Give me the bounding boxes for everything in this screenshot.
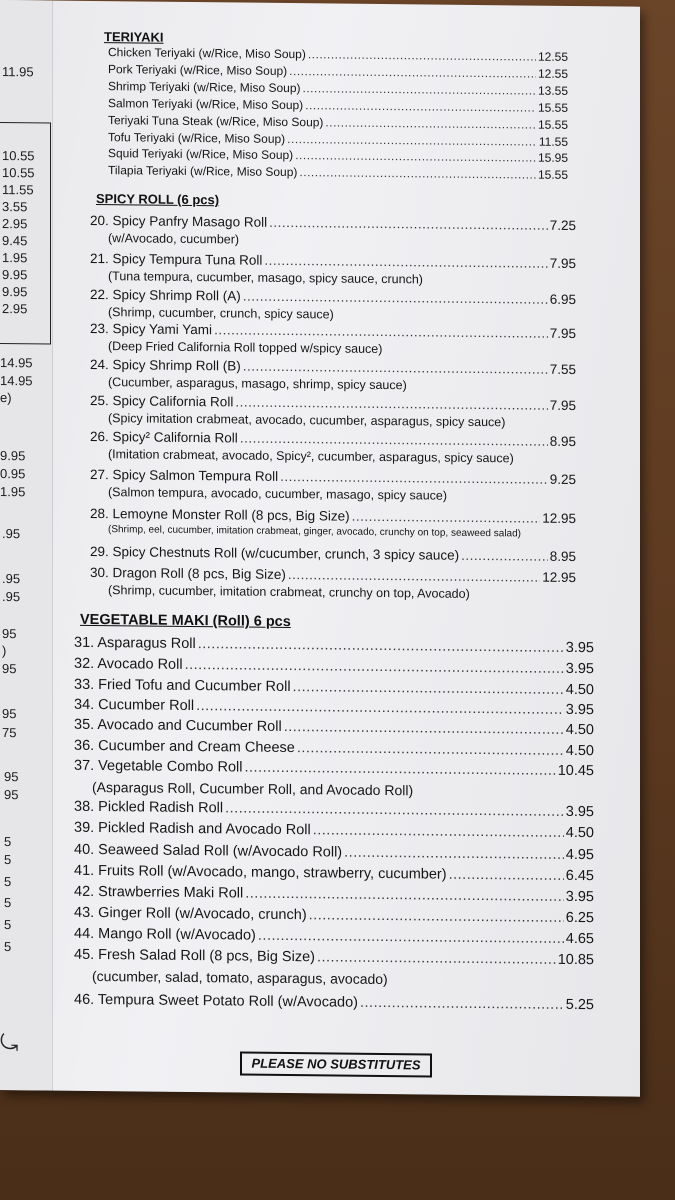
left-menu-page-edge bbox=[0, 0, 53, 1091]
dot-leader bbox=[344, 845, 564, 863]
menu-item-price: 7.25 bbox=[549, 217, 576, 234]
dot-leader bbox=[293, 679, 564, 698]
dot-leader bbox=[235, 394, 547, 412]
spicy-roll-heading: SPICY ROLL (6 pcs) bbox=[96, 191, 220, 208]
menu-item-name: 44. Mango Roll (w/Avocado) bbox=[74, 925, 256, 944]
menu-item-row bbox=[74, 926, 594, 947]
left-page-price: 5 bbox=[4, 939, 12, 955]
left-page-price: .95 bbox=[2, 589, 21, 605]
menu-item-row bbox=[74, 905, 594, 926]
menu-item-name: Teriyaki Tuna Steak (w/Rice, Miso Soup) bbox=[108, 112, 324, 129]
menu-item-price: 4.95 bbox=[565, 846, 594, 864]
dot-leader bbox=[303, 81, 536, 97]
menu-item-price: 6.95 bbox=[549, 291, 576, 308]
left-page-price: 9.95 bbox=[2, 284, 28, 300]
menu-item-description: (Cucumber, asparagus, masago, shrimp, spicy sauce) bbox=[108, 375, 407, 393]
menu-item-description: (cucumber, salad, tomato, asparagus, avocado) bbox=[92, 967, 388, 988]
left-page-price: 95 bbox=[4, 787, 19, 803]
menu-item-name: 28. Lemoyne Monster Roll (8 pcs, Big Size) bbox=[90, 505, 350, 524]
menu-item-price: 10.45 bbox=[557, 762, 594, 780]
left-page-price: 95 bbox=[2, 626, 17, 642]
dot-leader bbox=[313, 822, 564, 841]
menu-item-name: 31. Asparagus Roll bbox=[74, 634, 196, 653]
menu-item-row bbox=[74, 758, 594, 779]
menu-item-price: 8.95 bbox=[549, 548, 576, 565]
no-substitutes-notice: PLEASE NO SUBSTITUTES bbox=[240, 1052, 432, 1078]
left-page-price: 95 bbox=[2, 706, 17, 722]
menu-item-name: Squid Teriyaki (w/Rice, Miso Soup) bbox=[108, 146, 294, 163]
menu-item-row bbox=[108, 163, 568, 182]
dot-leader bbox=[243, 359, 548, 377]
dot-leader bbox=[289, 64, 536, 81]
menu-item-price: 7.95 bbox=[549, 325, 576, 342]
dot-leader bbox=[244, 760, 555, 779]
menu-item-row bbox=[90, 213, 576, 233]
menu-item-name: 25. Spicy California Roll bbox=[90, 392, 234, 410]
menu-item-price: 15.55 bbox=[537, 100, 568, 115]
left-page-price: 5 bbox=[4, 852, 12, 868]
menu-item-row bbox=[74, 992, 594, 1013]
swirl-mark: ⤿ bbox=[0, 1030, 19, 1056]
dot-leader bbox=[309, 907, 564, 926]
left-page-price: 1.95 bbox=[0, 484, 26, 500]
menu-item-row bbox=[108, 45, 568, 64]
menu-item-row bbox=[74, 863, 594, 884]
menu-item-row bbox=[90, 321, 576, 341]
menu-item-name: 37. Vegetable Combo Roll bbox=[74, 757, 243, 776]
left-page-prices bbox=[0, 0, 52, 955]
menu-item-row bbox=[90, 357, 576, 377]
menu-item-description: (Spicy imitation crabmeat, avocado, cucumber, asparagus, spicy sauce) bbox=[108, 411, 506, 430]
menu-item-name: 42. Strawberries Maki Roll bbox=[74, 883, 244, 902]
left-page-price: 0.95 bbox=[0, 466, 26, 482]
menu-item-row bbox=[90, 544, 576, 564]
menu-item-description: (Deep Fried California Roll topped w/spicy sauce) bbox=[108, 339, 383, 357]
left-page-price: 95 bbox=[2, 661, 17, 677]
menu-item-price: 4.50 bbox=[565, 721, 594, 739]
menu-item-description: (Shrimp, cucumber, imitation crabmeat, crunchy on top, Avocado) bbox=[108, 583, 470, 601]
menu-item-price: 12.55 bbox=[537, 49, 568, 64]
menu-item-name: 33. Fried Tofu and Cucumber Roll bbox=[74, 676, 291, 696]
dot-leader bbox=[264, 253, 547, 271]
left-page-price: 5 bbox=[4, 895, 12, 911]
menu-item-description: (Shrimp, cucumber, crunch, spicy sauce) bbox=[108, 305, 334, 322]
dot-leader bbox=[245, 886, 564, 905]
menu-item-row bbox=[74, 947, 594, 968]
left-page-price: 75 bbox=[2, 725, 17, 741]
menu-item-name: 45. Fresh Salad Roll (8 pcs, Big Size) bbox=[74, 946, 315, 966]
menu-item-name: 40. Seaweed Salad Roll (w/Avocado Roll) bbox=[74, 841, 343, 861]
menu-item-name: Tofu Teriyaki (w/Rice, Miso Soup) bbox=[108, 129, 286, 146]
menu-item-description: (Asparagus Roll, Cucumber Roll, and Avocado Roll) bbox=[92, 778, 414, 799]
menu-item-name: 36. Cucumber and Cream Cheese bbox=[74, 737, 295, 757]
menu-item-name: 22. Spicy Shrimp Roll (A) bbox=[90, 286, 241, 304]
menu-item-name: 39. Pickled Radish and Avocado Roll bbox=[74, 819, 311, 839]
menu-item-row bbox=[74, 697, 594, 718]
menu-item-price: 4.65 bbox=[565, 930, 594, 948]
menu-item-description: (Salmon tempura, avocado, cucumber, masago, spicy sauce) bbox=[108, 485, 448, 503]
dot-leader bbox=[243, 289, 548, 307]
menu-item-row bbox=[108, 113, 568, 132]
left-page-price: ) bbox=[2, 643, 7, 659]
menu-item-description: (w/Avocado, cucumber) bbox=[108, 231, 240, 247]
left-page-price: .95 bbox=[2, 526, 21, 542]
menu-item-row bbox=[108, 147, 568, 166]
menu-item-price: 15.95 bbox=[537, 151, 568, 166]
menu-item-name: 24. Spicy Shrimp Roll (B) bbox=[90, 356, 241, 374]
dot-leader bbox=[461, 548, 548, 564]
menu-item-price: 12.95 bbox=[542, 569, 576, 586]
dot-leader bbox=[299, 165, 536, 181]
dot-leader bbox=[240, 431, 548, 449]
dot-leader bbox=[295, 148, 536, 165]
dot-leader bbox=[317, 949, 556, 968]
menu-item-price: 12.95 bbox=[542, 510, 576, 527]
left-page-price: 95 bbox=[4, 769, 19, 785]
dot-leader bbox=[269, 215, 548, 233]
dot-leader bbox=[288, 567, 540, 585]
dot-leader bbox=[305, 98, 536, 114]
left-page-price: 9.45 bbox=[2, 233, 28, 249]
left-page-price: 10.55 bbox=[2, 165, 35, 181]
vegetable-maki-heading: VEGETABLE MAKI (Roll) 6 pcs bbox=[80, 611, 291, 631]
menu-item-price: 3.95 bbox=[565, 660, 594, 678]
menu-item-price: 9.25 bbox=[549, 471, 576, 488]
menu-item-name: 46. Tempura Sweet Potato Roll (w/Avocado) bbox=[74, 991, 358, 1011]
menu-item-description: (Shrimp, eel, cucumber, imitation crabmeat, ginger, avocado, crunchy on top, seaweed salad) bbox=[108, 524, 521, 540]
menu-item-name: 35. Avocado and Cucumber Roll bbox=[74, 716, 282, 735]
menu-item-row bbox=[74, 656, 594, 677]
menu-item-name: 20. Spicy Panfry Masago Roll bbox=[90, 212, 268, 230]
menu-item-price: 15.55 bbox=[537, 117, 568, 132]
menu-item-name: Tilapia Teriyaki (w/Rice, Miso Soup) bbox=[108, 163, 298, 180]
menu-item-price: 7.95 bbox=[549, 255, 576, 272]
dot-leader bbox=[284, 719, 564, 738]
menu-item-row bbox=[90, 506, 576, 526]
menu-item-row bbox=[108, 96, 568, 115]
left-page-price: 9.95 bbox=[0, 448, 26, 464]
dot-leader bbox=[225, 800, 564, 820]
dot-leader bbox=[325, 115, 536, 131]
menu-item-name: 38. Pickled Radish Roll bbox=[74, 798, 224, 817]
menu-item-name: 32. Avocado Roll bbox=[74, 655, 183, 673]
menu-item-description: (Imitation crabmeat, avocado, Spicy², cucumber, asparagus, spicy sauce) bbox=[108, 447, 514, 466]
dot-leader bbox=[352, 509, 541, 526]
left-page-price: 5 bbox=[4, 834, 12, 850]
left-page-price: 1.95 bbox=[2, 250, 28, 266]
menu-item-name: Chicken Teriyaki (w/Rice, Miso Soup) bbox=[108, 45, 306, 62]
teriyaki-heading: TERIYAKI bbox=[104, 29, 164, 45]
dot-leader bbox=[198, 636, 564, 656]
menu-item-name: 23. Spicy Yami Yami bbox=[90, 320, 213, 338]
left-page-price: 9.95 bbox=[2, 267, 28, 283]
dot-leader bbox=[360, 995, 564, 1013]
menu-item-name: 43. Ginger Roll (w/Avocado, crunch) bbox=[74, 904, 307, 924]
menu-item-price: 5.25 bbox=[565, 996, 594, 1014]
menu-item-price: 15.55 bbox=[537, 167, 568, 183]
menu-item-description: (Tuna tempura, cucumber, masago, spicy sauce, crunch) bbox=[108, 269, 423, 287]
left-page-price: 10.55 bbox=[2, 148, 35, 164]
menu-item-price: 3.95 bbox=[565, 803, 594, 821]
menu-item-row bbox=[74, 677, 594, 698]
left-page-price: 3.55 bbox=[2, 199, 28, 215]
left-page-price: 2.95 bbox=[2, 301, 28, 317]
menu-item-row bbox=[90, 467, 576, 487]
menu-item-name: 21. Spicy Tempura Tuna Roll bbox=[90, 250, 263, 268]
left-page-price: 11.95 bbox=[2, 64, 34, 80]
menu-item-row bbox=[74, 717, 594, 738]
menu-item-price: 12.55 bbox=[537, 66, 568, 81]
menu-item-row bbox=[74, 738, 594, 759]
menu-item-row bbox=[90, 393, 576, 413]
menu-item-name: 30. Dragon Roll (8 pcs, Big Size) bbox=[90, 564, 286, 582]
menu-item-name: 27. Spicy Salmon Tempura Roll bbox=[90, 466, 279, 484]
menu-item-price: 13.55 bbox=[537, 83, 568, 98]
menu-item-row bbox=[90, 287, 576, 307]
dot-leader bbox=[196, 698, 564, 718]
dot-leader bbox=[449, 867, 564, 884]
menu-item-price: 4.50 bbox=[565, 742, 594, 760]
menu-item-row bbox=[90, 251, 576, 271]
menu-item-row bbox=[74, 820, 594, 841]
left-page-price: 14.95 bbox=[0, 373, 33, 389]
menu-item-name: 34. Cucumber Roll bbox=[74, 696, 195, 715]
menu-item-row bbox=[74, 842, 594, 863]
menu-item-row bbox=[108, 79, 568, 98]
menu-item-price: 11.55 bbox=[538, 134, 568, 149]
dot-leader bbox=[214, 322, 548, 340]
menu-item-row bbox=[90, 565, 576, 585]
menu-item-name: Shrimp Teriyaki (w/Rice, Miso Soup) bbox=[108, 78, 301, 95]
menu-item-row bbox=[90, 429, 576, 449]
left-page-price: 5 bbox=[4, 917, 12, 933]
left-page-price: 14.95 bbox=[0, 355, 33, 371]
left-page-price: 11.55 bbox=[2, 182, 34, 198]
menu-item-name: Pork Teriyaki (w/Rice, Miso Soup) bbox=[108, 62, 288, 78]
menu-item-row bbox=[74, 635, 594, 656]
menu-item-price: 7.95 bbox=[549, 397, 576, 414]
menu-item-price: 3.95 bbox=[565, 888, 594, 906]
menu-item-name: Salmon Teriyaki (w/Rice, Miso Soup) bbox=[108, 95, 304, 112]
dot-leader bbox=[258, 928, 564, 947]
dot-leader bbox=[185, 657, 564, 677]
menu-item-row bbox=[74, 884, 594, 905]
menu-item-price: 4.50 bbox=[565, 824, 594, 842]
menu-item-row bbox=[108, 62, 568, 81]
menu-item-name: 29. Spicy Chestnuts Roll (w/cucumber, crunch, 3 spicy sauce) bbox=[90, 543, 460, 563]
dot-leader bbox=[297, 740, 564, 759]
menu-item-price: 7.55 bbox=[549, 361, 576, 378]
menu-item-name: 26. Spicy² California Roll bbox=[90, 428, 238, 446]
dot-leader bbox=[308, 47, 536, 63]
left-page-price: .95 bbox=[2, 571, 21, 587]
menu-item-row bbox=[108, 130, 568, 149]
menu-item-price: 4.50 bbox=[565, 681, 594, 699]
menu-item-price: 6.45 bbox=[565, 867, 594, 885]
menu-item-row bbox=[74, 799, 594, 820]
menu-item-price: 8.95 bbox=[549, 433, 576, 450]
menu-item-price: 10.85 bbox=[557, 951, 594, 969]
menu-item-price: 3.95 bbox=[565, 639, 594, 657]
left-page-price: 2.95 bbox=[2, 216, 28, 232]
menu-item-name: 41. Fruits Roll (w/Avocado, mango, strawberry, cucumber) bbox=[74, 862, 447, 883]
dot-leader bbox=[287, 132, 537, 149]
left-page-price: 5 bbox=[4, 874, 12, 890]
menu-item-price: 6.25 bbox=[565, 909, 594, 927]
dot-leader bbox=[280, 469, 548, 487]
left-page-price: e) bbox=[0, 390, 12, 406]
menu-item-price: 3.95 bbox=[565, 701, 594, 719]
